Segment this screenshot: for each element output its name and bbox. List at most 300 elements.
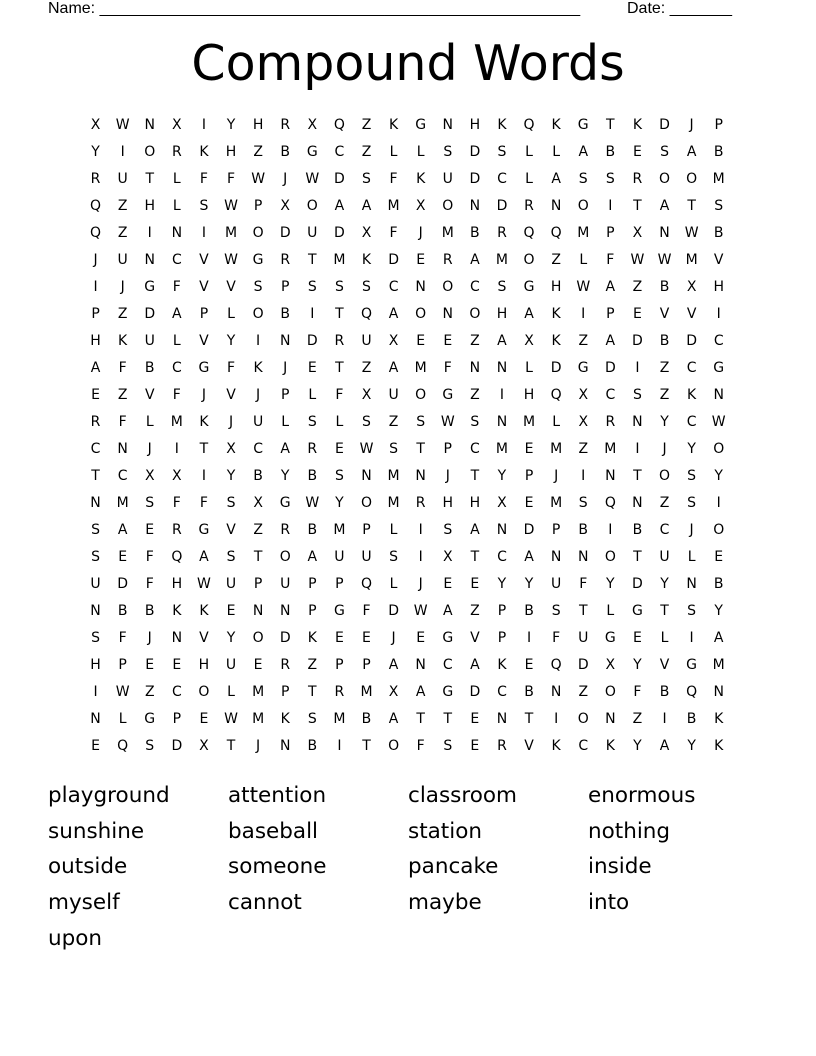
grid-letter: R — [334, 684, 345, 700]
grid-letter: G — [252, 252, 264, 268]
grid-letter: B — [253, 468, 263, 484]
grid-letter: N — [469, 360, 481, 376]
grid-letter: I — [554, 711, 559, 727]
grid-letter: L — [335, 414, 344, 430]
grid-letter: C — [253, 441, 263, 457]
grid-letter: S — [687, 495, 697, 511]
grid-letter: N — [550, 549, 562, 565]
grid-letter: A — [470, 522, 480, 538]
grid-letter: Q — [550, 225, 562, 241]
grid-letter: W — [115, 117, 130, 133]
grid-letter: B — [659, 333, 670, 349]
grid-letter: Q — [686, 684, 698, 700]
grid-letter: E — [416, 333, 426, 349]
grid-letter: C — [497, 549, 507, 565]
grid-letter: B — [659, 279, 670, 295]
grid-letter: H — [225, 144, 237, 160]
grid-letter: A — [605, 333, 616, 349]
grid-letter: V — [199, 630, 209, 646]
grid-letter: Y — [633, 738, 642, 754]
grid-letter: C — [334, 144, 345, 160]
grid-letter: C — [171, 684, 182, 700]
grid-letter: B — [280, 144, 290, 160]
grid-letter: Y — [226, 333, 236, 349]
grid-row — [82, 494, 742, 521]
grid-letter: S — [199, 198, 209, 214]
grid-letter: I — [716, 306, 721, 322]
grid-letter: M — [712, 171, 725, 187]
grid-letter: N — [496, 522, 508, 538]
grid-letter: N — [550, 684, 562, 700]
grid-letter: G — [333, 603, 345, 619]
grid-letter: A — [199, 549, 209, 565]
grid-letter: S — [307, 279, 317, 295]
grid-letter: I — [635, 441, 640, 457]
grid-letter: S — [497, 144, 507, 160]
grid-letter: Z — [117, 225, 128, 241]
grid-letter: G — [631, 603, 643, 619]
grid-letter: L — [389, 576, 398, 592]
grid-letter: N — [361, 468, 372, 484]
grid-letter: M — [252, 711, 265, 727]
grid-row — [82, 278, 742, 305]
grid-letter: Z — [253, 522, 263, 538]
grid-letter: V — [199, 333, 209, 349]
grid-letter: N — [279, 333, 291, 349]
grid-letter: U — [361, 549, 372, 565]
grid-letter: K — [605, 738, 615, 754]
grid-row — [82, 575, 742, 602]
grid-letter: A — [659, 738, 670, 754]
grid-letter: L — [552, 144, 561, 160]
grid-letter: V — [713, 252, 724, 268]
grid-letter: I — [608, 198, 613, 214]
grid-letter: X — [524, 333, 534, 349]
grid-letter: Z — [117, 306, 128, 322]
grid-letter: X — [307, 117, 318, 133]
grid-letter: E — [145, 522, 155, 538]
word-bank-item: classroom — [408, 783, 517, 808]
grid-letter: L — [145, 414, 154, 430]
grid-letter: N — [415, 657, 426, 673]
grid-letter: I — [526, 630, 532, 646]
grid-letter: Z — [659, 387, 670, 403]
grid-letter: N — [279, 738, 291, 754]
grid-letter: W — [657, 252, 672, 268]
grid-letter: I — [93, 279, 98, 295]
grid-letter: W — [224, 252, 238, 268]
grid-letter: X — [388, 333, 399, 349]
grid-letter: Q — [523, 117, 535, 133]
grid-letter: Y — [606, 576, 615, 592]
grid-letter: C — [469, 279, 480, 295]
grid-letter: N — [496, 711, 508, 727]
grid-letter: S — [253, 279, 263, 295]
grid-letter: O — [306, 198, 318, 214]
grid-letter: A — [388, 360, 399, 376]
grid-letter: L — [525, 144, 533, 160]
grid-letter: K — [551, 333, 561, 349]
word-bank-item: playground — [48, 783, 170, 808]
grid-letter: I — [635, 360, 640, 376]
grid-letter: H — [469, 117, 481, 133]
grid-letter: G — [686, 657, 698, 673]
grid-letter: E — [334, 630, 344, 646]
grid-letter: Q — [117, 738, 129, 754]
grid-letter: M — [441, 225, 454, 241]
grid-letter: P — [280, 279, 290, 295]
grid-letter: U — [117, 252, 128, 268]
grid-letter: D — [686, 333, 697, 349]
grid-letter: C — [497, 171, 507, 187]
grid-letter: G — [306, 144, 318, 160]
grid-letter: T — [633, 198, 642, 214]
word-bank-item: into — [588, 890, 630, 916]
grid-letter: A — [713, 630, 724, 646]
grid-letter: F — [443, 360, 452, 376]
grid-letter: M — [577, 225, 590, 241]
grid-letter: W — [115, 684, 130, 700]
grid-letter: X — [253, 495, 263, 511]
grid-letter: A — [551, 171, 561, 187]
grid-letter: I — [310, 306, 315, 322]
grid-letter: S — [660, 144, 669, 160]
grid-letter: B — [307, 738, 318, 754]
grid-letter: I — [93, 684, 98, 700]
grid-letter: Z — [578, 684, 589, 700]
grid-letter: S — [443, 144, 453, 160]
grid-letter: O — [144, 144, 156, 160]
grid-letter: U — [578, 630, 589, 646]
grid-letter: O — [713, 441, 725, 457]
grid-letter: Q — [360, 576, 372, 592]
grid-letter: S — [91, 522, 100, 538]
grid-letter: Q — [550, 657, 562, 673]
grid-letter: Z — [388, 414, 399, 430]
grid-letter: S — [91, 549, 100, 565]
grid-letter: E — [443, 576, 453, 592]
grid-letter: N — [117, 441, 128, 457]
name-field-label: Name: ______________________________________________________ — [48, 0, 581, 17]
grid-letter: V — [226, 387, 236, 403]
grid-letter: P — [606, 225, 615, 241]
grid-letter: W — [684, 225, 699, 241]
grid-letter: B — [713, 144, 724, 160]
grid-letter: E — [416, 252, 426, 268]
grid-letter: Z — [117, 198, 128, 214]
grid-letter: U — [117, 171, 128, 187]
grid-letter: A — [117, 522, 128, 538]
grid-letter: U — [659, 549, 670, 565]
grid-letter: M — [495, 441, 508, 457]
grid-letter: N — [144, 117, 155, 133]
grid-letter: L — [281, 414, 290, 430]
grid-letter: H — [496, 306, 508, 322]
grid-letter: F — [172, 387, 181, 403]
grid-letter: J — [554, 468, 559, 484]
grid-letter: L — [118, 711, 127, 727]
grid-row — [82, 683, 742, 710]
grid-letter: Y — [280, 468, 290, 484]
grid-letter: K — [199, 414, 209, 430]
grid-letter: T — [416, 711, 425, 727]
page-title: Compound Words — [191, 35, 625, 92]
grid-letter: O — [279, 549, 291, 565]
grid-letter: K — [307, 630, 317, 646]
grid-letter: Z — [470, 603, 480, 619]
grid-letter: L — [416, 144, 425, 160]
grid-letter: P — [280, 684, 290, 700]
grid-letter: Z — [144, 684, 155, 700]
grid-letter: J — [662, 441, 667, 457]
grid-letter: P — [362, 522, 371, 538]
grid-letter: D — [632, 333, 643, 349]
grid-letter: X — [578, 387, 589, 403]
word-bank-item: maybe — [408, 890, 482, 916]
grid-letter: M — [414, 360, 427, 376]
grid-letter: X — [361, 225, 372, 241]
grid-letter: M — [604, 441, 617, 457]
grid-letter: Z — [578, 333, 589, 349]
grid-letter: N — [632, 414, 643, 430]
grid-letter: N — [415, 468, 426, 484]
grid-letter: C — [659, 522, 670, 538]
grid-letter: V — [524, 738, 534, 754]
grid-letter: M — [360, 684, 373, 700]
grid-letter: N — [442, 117, 453, 133]
grid-letter: I — [201, 117, 206, 133]
grid-letter: H — [90, 333, 101, 349]
grid-letter: F — [118, 630, 127, 646]
grid-row — [82, 386, 742, 413]
grid-letter: X — [442, 549, 453, 565]
grid-letter: A — [659, 198, 670, 214]
grid-letter: F — [552, 630, 561, 646]
grid-letter: Q — [171, 549, 183, 565]
grid-row — [82, 251, 742, 278]
grid-letter: R — [171, 522, 182, 538]
grid-letter: A — [578, 144, 589, 160]
grid-letter: Y — [226, 630, 236, 646]
grid-letter: R — [442, 252, 453, 268]
grid-letter: S — [334, 468, 344, 484]
grid-letter: I — [608, 522, 613, 538]
grid-letter: C — [497, 684, 507, 700]
grid-letter: O — [469, 306, 481, 322]
grid-letter: O — [713, 522, 725, 538]
grid-letter: O — [442, 198, 454, 214]
grid-letter: A — [524, 306, 534, 322]
grid-letter: P — [606, 306, 615, 322]
grid-letter: U — [144, 333, 155, 349]
grid-letter: U — [334, 549, 345, 565]
grid-letter: X — [578, 414, 589, 430]
grid-letter: T — [416, 441, 425, 457]
grid-letter: J — [689, 117, 694, 133]
grid-letter: N — [659, 225, 670, 241]
grid-row — [82, 116, 742, 143]
grid-letter: S — [578, 171, 588, 187]
grid-letter: B — [361, 711, 372, 727]
grid-letter: Z — [361, 360, 372, 376]
grid-letter: Y — [91, 144, 100, 160]
grid-letter: K — [199, 603, 209, 619]
grid-letter: J — [228, 414, 234, 430]
grid-letter: E — [91, 387, 100, 403]
grid-letter: N — [171, 630, 183, 646]
grid-letter: G — [523, 279, 535, 295]
grid-letter: S — [632, 387, 642, 403]
grid-row — [82, 467, 742, 494]
grid-letter: M — [387, 198, 400, 214]
grid-letter: F — [226, 171, 236, 187]
grid-letter: D — [632, 576, 643, 592]
grid-letter: Z — [659, 495, 670, 511]
grid-letter: N — [550, 198, 562, 214]
grid-letter: D — [279, 630, 291, 646]
grid-letter: Y — [226, 468, 236, 484]
grid-letter: N — [577, 549, 589, 565]
grid-letter: R — [90, 414, 101, 430]
grid-letter: L — [389, 144, 398, 160]
grid-letter: G — [442, 630, 454, 646]
grid-letter: D — [469, 144, 481, 160]
grid-letter: W — [711, 414, 726, 430]
grid-letter: V — [226, 279, 236, 295]
grid-letter: G — [442, 387, 454, 403]
grid-letter: S — [578, 495, 588, 511]
grid-letter: U — [388, 387, 399, 403]
word-bank-item: someone — [228, 854, 327, 880]
grid-letter: W — [630, 252, 645, 268]
grid-letter: U — [225, 657, 237, 673]
grid-letter: F — [579, 576, 588, 592]
grid-letter: S — [443, 738, 453, 754]
grid-letter: F — [145, 549, 154, 565]
grid-letter: K — [687, 387, 697, 403]
grid-letter: Y — [660, 576, 669, 592]
grid-letter: I — [201, 468, 206, 484]
grid-letter: T — [308, 252, 317, 268]
grid-letter: L — [687, 549, 696, 565]
grid-letter: S — [443, 522, 453, 538]
grid-letter: O — [577, 711, 589, 727]
word-bank-item: myself — [48, 890, 120, 916]
grid-letter: A — [388, 306, 399, 322]
grid-row — [82, 197, 742, 224]
grid-letter: O — [577, 198, 589, 214]
grid-letter: L — [552, 414, 561, 430]
grid-letter: V — [199, 279, 209, 295]
grid-letter: Y — [497, 576, 507, 592]
grid-letter: O — [659, 468, 671, 484]
grid-letter: J — [93, 252, 98, 268]
grid-letter: H — [523, 387, 535, 403]
grid-letter: P — [497, 630, 507, 646]
grid-letter: U — [307, 225, 318, 241]
grid-letter: T — [443, 711, 453, 727]
grid-letter: Z — [361, 117, 372, 133]
grid-letter: E — [524, 495, 534, 511]
grid-letter: N — [252, 603, 264, 619]
grid-letter: D — [171, 738, 183, 754]
grid-letter: X — [632, 225, 643, 241]
grid-row — [82, 629, 742, 656]
grid-letter: O — [442, 279, 454, 295]
grid-letter: M — [224, 225, 238, 241]
grid-letter: Z — [659, 360, 670, 376]
grid-letter: F — [199, 171, 208, 187]
grid-letter: P — [308, 603, 317, 619]
grid-row — [82, 656, 742, 683]
word-search-grid — [82, 116, 742, 764]
grid-letter: U — [551, 576, 562, 592]
word-bank-item: attention — [228, 783, 327, 808]
grid-letter: F — [118, 414, 127, 430]
grid-letter: G — [144, 279, 156, 295]
grid-letter: F — [606, 252, 615, 268]
grid-letter: H — [713, 279, 724, 295]
grid-letter: U — [225, 576, 237, 592]
grid-letter: N — [496, 414, 508, 430]
grid-letter: D — [144, 306, 156, 322]
grid-letter: S — [362, 414, 371, 430]
grid-letter: L — [525, 171, 533, 187]
grid-letter: B — [144, 360, 155, 376]
grid-letter: S — [307, 711, 317, 727]
grid-letter: J — [283, 171, 288, 187]
word-bank-item: station — [408, 818, 482, 844]
grid-letter: H — [144, 198, 155, 214]
grid-letter: O — [686, 171, 698, 187]
grid-letter: N — [442, 306, 453, 322]
grid-letter: D — [334, 171, 345, 187]
grid-letter: D — [496, 198, 508, 214]
date-field-label: Date: _______ — [627, 0, 732, 17]
grid-letter: S — [714, 198, 724, 214]
grid-letter: E — [307, 360, 317, 376]
grid-letter: E — [632, 144, 642, 160]
grid-letter: N — [632, 495, 643, 511]
grid-letter: O — [415, 387, 427, 403]
grid-letter: T — [470, 549, 480, 565]
grid-letter: M — [387, 468, 400, 484]
grid-letter: R — [307, 441, 318, 457]
grid-letter: N — [90, 711, 101, 727]
grid-letter: S — [389, 549, 399, 565]
grid-letter: O — [252, 630, 264, 646]
grid-letter: E — [632, 630, 642, 646]
grid-letter: N — [90, 603, 101, 619]
grid-letter: Z — [578, 441, 589, 457]
grid-letter: F — [172, 495, 181, 511]
grid-letter: S — [145, 495, 155, 511]
grid-letter: A — [280, 441, 290, 457]
grid-letter: P — [91, 306, 100, 322]
grid-letter: J — [256, 738, 261, 754]
grid-letter: H — [252, 117, 264, 133]
grid-letter: J — [201, 387, 206, 403]
grid-letter: J — [147, 630, 152, 646]
grid-letter: V — [659, 306, 670, 322]
grid-letter: A — [415, 684, 426, 700]
grid-letter: P — [253, 576, 263, 592]
grid-letter: K — [253, 360, 263, 376]
grid-letter: Y — [660, 414, 669, 430]
grid-letter: N — [605, 711, 616, 727]
grid-letter: A — [442, 603, 453, 619]
grid-letter: F — [389, 225, 398, 241]
